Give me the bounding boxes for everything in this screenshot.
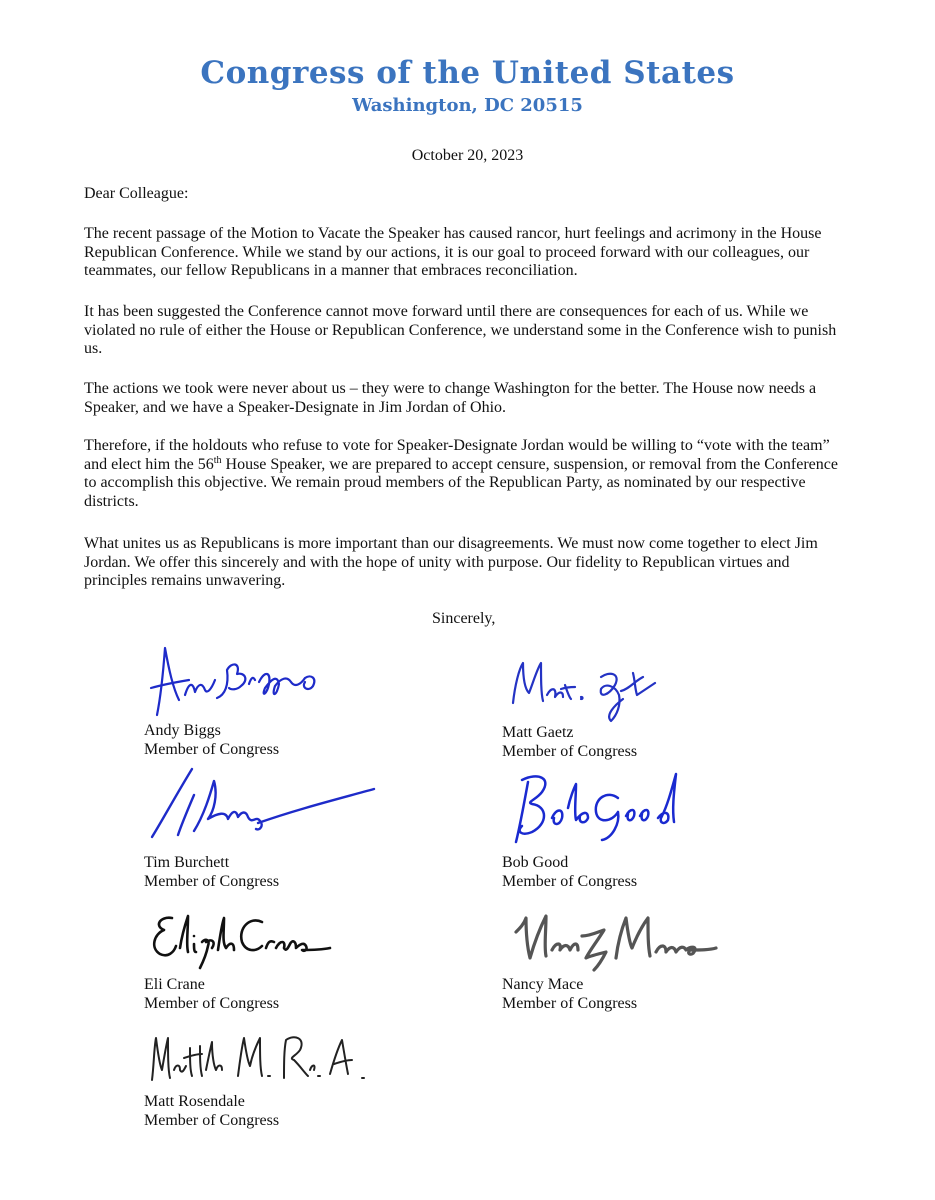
closing: Sincerely, (432, 610, 496, 627)
signer-name: Matt Gaetz (502, 724, 574, 741)
signer-tim-burchett (144, 853, 279, 891)
signer-title: Member of Congress (502, 873, 638, 890)
letterhead-city: Washington, DC 20515 (352, 95, 583, 116)
signature-matt-rosendale-icon (144, 1030, 376, 1090)
signature-tim-burchett-icon (148, 765, 380, 845)
paragraph-2: It has been suggested the Conference cannot move forward until there are consequences for each of us. While we violated no rule of either the House or Republican Conference, we understand some in the Conference wish to punish us. (84, 303, 837, 358)
signer-title: Member of Congress (502, 995, 638, 1012)
paragraph-4-end: House Speaker, we are prepared to accept censure, suspension, or removal from the Conference to accomplish this objective. We remain proud members of the Republican Party, as nominated by our respective districts. (84, 455, 838, 511)
signer-title: Member of Congress (144, 995, 280, 1012)
ordinal-suffix: th (213, 454, 222, 466)
salutation: Dear Colleague: (84, 185, 189, 202)
signer-name: Nancy Mace (502, 976, 584, 993)
signer-bob-good (502, 853, 637, 891)
signature-eli-crane-icon (150, 908, 332, 970)
signer-name: Eli Crane (144, 976, 205, 993)
signature-matt-gaetz-icon (505, 655, 670, 725)
paragraph-4 (84, 437, 844, 512)
signer-title: Member of Congress (144, 1112, 280, 1129)
signature-andy-biggs-icon (145, 640, 335, 720)
signer-name: Andy Biggs (144, 722, 221, 739)
signer-title: Member of Congress (502, 743, 638, 760)
letterhead (0, 52, 935, 118)
signer-matt-gaetz (502, 723, 637, 761)
signer-name: Bob Good (502, 854, 569, 871)
signer-andy-biggs (144, 721, 279, 759)
signer-name: Tim Burchett (144, 854, 230, 871)
signature-nancy-mace-icon (508, 906, 720, 972)
paragraph-3: The actions we took were never about us – they were to change Washington for the better. The House now needs a Speaker, and we have a Speaker-Designate in Jim Jordan of Ohio. (84, 380, 817, 416)
paragraph-5: What unites us as Republicans is more important than our disagreements. We must now come together to elect Jim Jordan. We offer this sincerely and with the hope of unity with purpose. Our fidelity to Republican virtues and principles remains unwavering. (84, 535, 818, 590)
letterhead-title: Congress of the United States (200, 55, 735, 91)
paragraph-4-start: Therefore, if the holdouts who refuse to vote for Speaker-Designate Jordan would be willing to “vote with the team” and elect him the 56 (84, 437, 830, 473)
signer-title: Member of Congress (144, 741, 280, 758)
paragraph-1: The recent passage of the Motion to Vacate the Speaker has caused rancor, hurt feelings and acrimony in the House Republican Conference. While we stand by our actions, it is our goal to proceed forward with our colleagues, our teammates, our fellow Republicans in a manner that embraces reconciliation. (84, 225, 822, 280)
signer-nancy-mace (502, 975, 637, 1013)
letter-date: October 20, 2023 (411, 147, 524, 164)
signer-title: Member of Congress (144, 873, 280, 890)
signer-eli-crane (144, 975, 279, 1013)
signature-bob-good-icon (508, 768, 693, 850)
signer-matt-rosendale (144, 1092, 279, 1130)
signer-name: Matt Rosendale (144, 1093, 245, 1110)
